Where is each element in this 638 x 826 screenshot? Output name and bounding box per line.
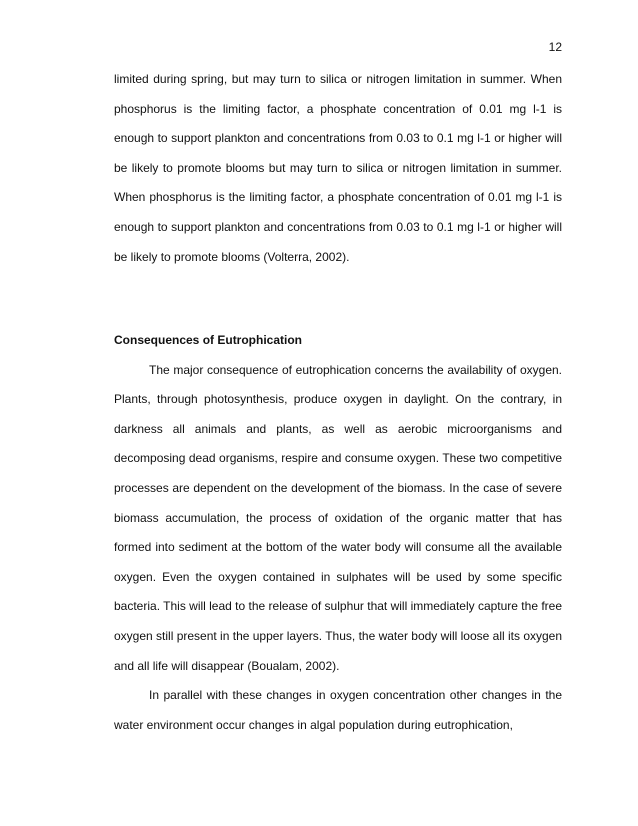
paragraph-algal-changes: In parallel with these changes in oxygen concentration other changes in the water environment occur changes in algal population during eutrophication, xyxy=(114,688,562,732)
text-block-section xyxy=(114,326,562,740)
page-number: 12 xyxy=(548,40,562,54)
section-heading: Consequences of Eutrophication xyxy=(114,333,303,347)
paragraph-phosphorus-limitation: limited during spring, but may turn to silica or nitrogen limitation in summer. When phosphorus is the limiting factor, a phosphate concentration of 0.01 mg l-1 is enough to support plankton and concentrations from 0.03 to 0.1 mg l-1 or higher will be likely to promote blooms but may turn to silica or nitrogen limitation in summer. When phosphorus is the limiting factor, a phosphate concentration of 0.01 mg l-1 is enough to support plankton and concentrations from 0.03 to 0.1 mg l-1 or higher will be likely to promote blooms (Volterra, 2002). xyxy=(114,72,562,264)
paragraph-oxygen-consequence: The major consequence of eutrophication concerns the availability of oxygen. Plants, through photosynthesis, produce oxygen in daylight. On the contrary, in darkness all animals and plants, as well as aerobic microorganisms and decomposing dead organisms, respire and consume oxygen. These two competitive processes are dependent on the development of the biomass. In the case of severe biomass accumulation, the process of oxidation of the organic matter that has formed into sediment at the bottom of the water body will consume all the available oxygen. Even the oxygen contained in sulphates will be used by some specific bacteria. This will lead to the release of sulphur that will immediately capture the free oxygen still present in the upper layers. Thus, the water body will loose all its oxygen and all life will disappear (Boualam, 2002). xyxy=(114,362,563,673)
text-block-top xyxy=(114,65,562,272)
